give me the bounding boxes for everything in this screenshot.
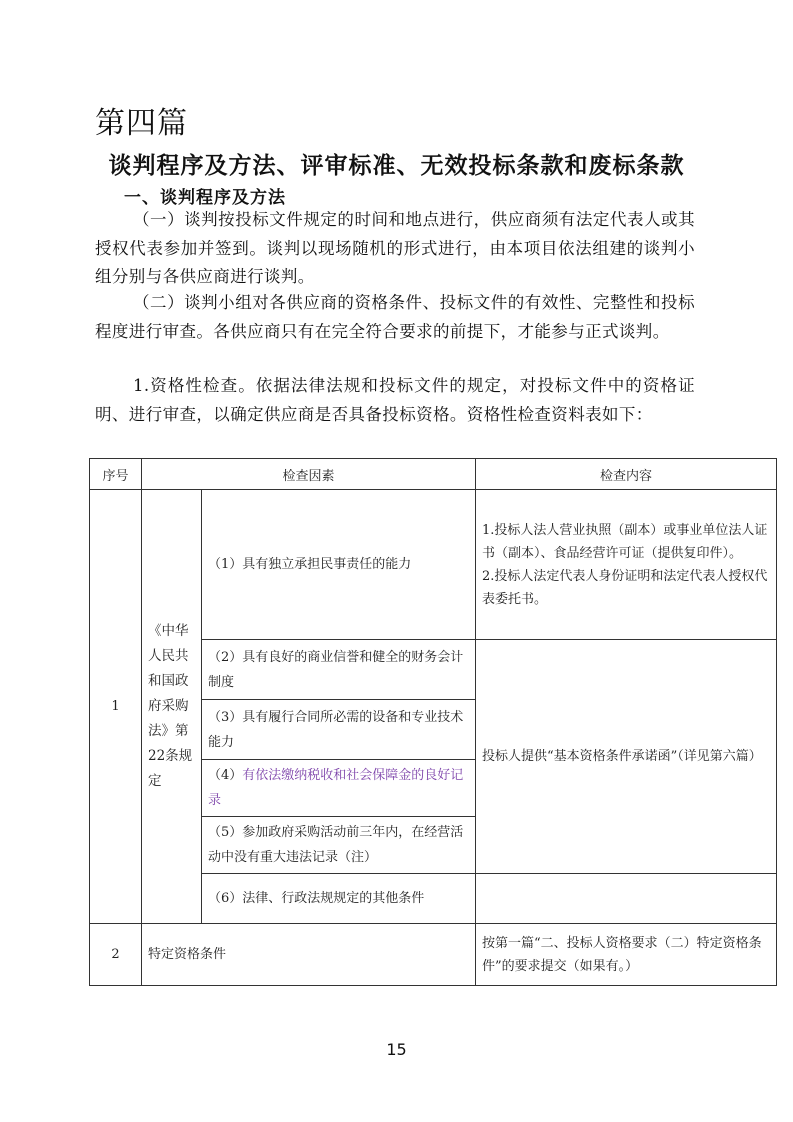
factor-no-violation: （5）参加政府采购活动前三年内，在经营活动中没有重大违法记录（注） bbox=[202, 817, 476, 874]
row-number: 2 bbox=[90, 924, 142, 986]
content-license: 1.投标人法人营业执照（副本）或事业单位法人证书（副本）、食品经营许可证（提供复印件）。 bbox=[482, 522, 768, 561]
law-reference: 《中华人民共和国政府采购法》第22条规定 bbox=[142, 490, 202, 924]
header-no: 序号 bbox=[90, 459, 142, 490]
content-special-qualification: 按第一篇“二、投标人资格要求（二）特定资格条件”的要求提交（如果有。） bbox=[476, 924, 777, 986]
chapter-title: 谈判程序及方法、评审标准、无效投标条款和废标条款 bbox=[108, 153, 685, 179]
paragraph-qualification-review: （二）谈判小组对各供应商的资格条件、投标文件的有效性、完整性和投标程度进行审查。各供应商只有在完全符合要求的前提下，才能参与正式谈判。 bbox=[95, 293, 695, 341]
paragraph-qualification-check: 1.资格性检查。依据法律法规和投标文件的规定，对投标文件中的资格证明、进行审查，以确定供应商是否具备投标资格。资格性检查资料表如下： bbox=[95, 376, 695, 424]
header-content: 检查内容 bbox=[476, 459, 777, 490]
table-header-row bbox=[90, 459, 777, 490]
factor-special-qualification: 特定资格条件 bbox=[142, 924, 476, 986]
factor-civil-liability: （1）具有独立承担民事责任的能力 bbox=[202, 490, 476, 640]
qualification-check-table bbox=[89, 458, 777, 986]
content-other-conditions bbox=[476, 874, 777, 924]
factor-equipment-capability: （3）具有履行合同所必需的设备和专业技术能力 bbox=[202, 700, 476, 760]
header-factor: 检查因素 bbox=[142, 459, 476, 490]
content-representative: 2.投标人法定代表人身份证明和法定代表人授权代表委托书。 bbox=[482, 568, 768, 607]
part-title: 第四篇 bbox=[95, 106, 188, 141]
table-row bbox=[90, 924, 777, 986]
section-heading: 一、谈判程序及方法 bbox=[124, 188, 286, 208]
content-commitment-letter: 投标人提供“基本资格条件承诺函”（详见第六篇） bbox=[476, 640, 777, 874]
table-row bbox=[90, 490, 777, 640]
factor-credit-finance: （2）具有良好的商业信誉和健全的财务会计制度 bbox=[202, 640, 476, 700]
content-documents bbox=[476, 490, 777, 640]
paragraph-negotiation-procedure: （一）谈判按投标文件规定的时间和地点进行，供应商须有法定代表人或其授权代表参加并签到。谈判以现场随机的形式进行，由本项目依法组建的谈判小组分别与各供应商进行谈判。 bbox=[95, 210, 695, 286]
factor-tax-record bbox=[202, 760, 476, 817]
factor-tax-record-number: （4） bbox=[208, 768, 243, 783]
factor-other-conditions: （6）法律、行政法规规定的其他条件 bbox=[202, 874, 476, 924]
row-number: 1 bbox=[90, 490, 142, 924]
factor-tax-record-text: 有依法缴纳税收和社会保障金的良好记录 bbox=[208, 768, 464, 808]
page-number: 15 bbox=[386, 1040, 407, 1059]
